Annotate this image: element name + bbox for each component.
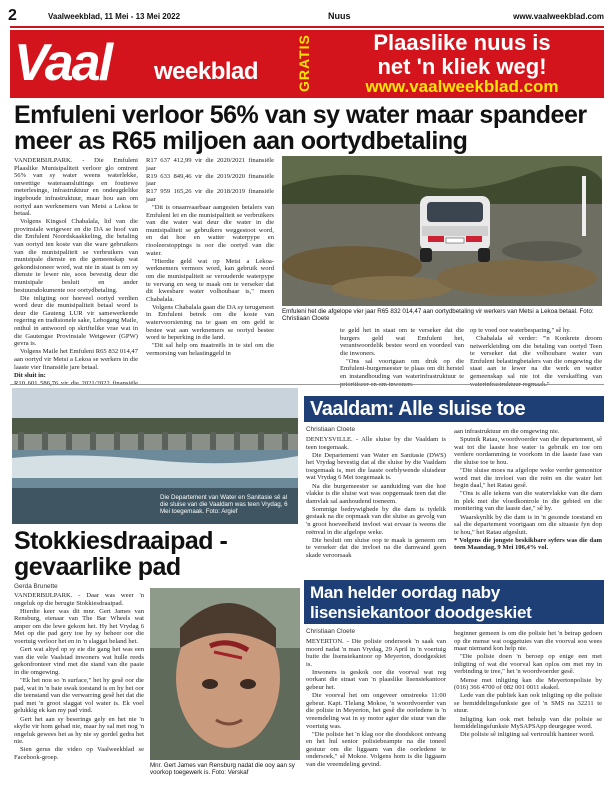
licence-byline: Christiaan Cloete (306, 628, 356, 635)
page-header (8, 7, 604, 25)
dam-para: Sputnik Ratau, woordvoerder van die departement, sê wat tot die laaste hoe water is gebruik en toe om verdere oordamming te voorkom in die laaste fase van die sluise toe te hou. (454, 436, 602, 466)
breakdown-title: Dit sluit in: (14, 371, 46, 379)
injury-photo-caption: Mnr. Gert James van Rensburg nadat die ooy aan sy voorkop toegewerk is. Foto: Verskaf (150, 762, 295, 776)
promo-line-1: Plaaslike nuus is (373, 30, 551, 55)
dam-para: aan infrastruktuur en die omgewing nie. (454, 428, 560, 435)
road-para: Gert het aan sy beserings gely en het nie 'n skyfie vir hom gehad nie, maar hy sal met nog 'n ongeluk gewees het as hy nie sy gordel gedra het nie. (14, 715, 144, 746)
dam-para: Die besluit om sluise oop te maak is geneem om te verseker dat die invloei na die damwand geen skade veroorsaak (306, 536, 446, 559)
road-para: Gert wat altyd op sy eie die gang het was een van die vele Vaalstad inwoners wat hulle reeds gekonfronteer vind met die stand van die paaie in die omgewing. (14, 646, 144, 676)
issue-date: Vaalweekblad, 11 Mei - 13 Mei 2022 (48, 12, 181, 21)
licence-para: Die polisie sê inligting sal vertroulik hanteer word. (460, 731, 595, 739)
licence-headline: Man helder oordag naby lisensiekantoor doodgeskiet (304, 580, 604, 624)
road-byline: Gerda Brunette (14, 583, 58, 590)
licence-para: MEYERTON. - Die polisie ondersoek 'n saak van moord nadat 'n man Vrydag, 29 April in 'n voertuig buite die lisensiekantoor op Meyerton, doodgeskiet is. (306, 638, 446, 668)
licence-story-col-1 (306, 638, 446, 788)
main-para: Die inligting oor hoeveel oortyd verdien word deur die munisipaliteit betaal word is deur die Gauteng LUR vir samewerkende regering en tradisionele sake, Lebogang Maile, onthul in antwoord op skriftelike vrae wat in die Gautengse Provinsiale Wetgewer (GPW) gevra is. (14, 294, 138, 348)
licence-story-col-2 (454, 630, 602, 788)
road-para: Hierdie keer was dit mnr. Gert James van Rensburg, eienaar van The Bar Wheels wat amper om die lewe gekom het. Hy het Vrydag 6 Mei op die pad gery toe hy sy beheer oor die voertuig verloor het en in 'n slaggat beland het. (14, 607, 144, 646)
dam-headline: Vaaldam: Alle sluise toe (304, 396, 604, 422)
main-para: Volgens Chabalala gaan die DA sy terugsmeet in Emfuleni betrek om die koste van watervoorsiening na te gaan en om geld te bestee wat aan werknemers se oortyd bestee word te beperking in die land. (146, 303, 274, 342)
dam-story-col-1 (306, 436, 446, 576)
breakdown-item: R19 633 849,46 vir die 2019/2020 finansiële jaar (146, 172, 274, 188)
breakdown-item: R17 959 165,26 vir die 2018/2019 finansiële jaar (146, 188, 274, 203)
main-para: VANDERBIJLPARK. - Die Emfuleni Plaaslike Munisipaliteit verloor glo omtrent 56% van sy water weens waterlekke, onwettige wateraansluitings en foutiewe meterlesings, infrastruktuur en ondeugdelike ingeboude infrastruktuur, maar hou aan om oortyd aan werknemers van Metsi a Lekoa te betaal. (14, 157, 138, 218)
main-story-col-4 (470, 327, 602, 379)
dam-story-col-2 (454, 428, 602, 576)
breakdown-item: R17 637 412,99 vir die 2020/2021 finansiële jaar (146, 157, 274, 172)
road-headline: Stokkiesdraaipad - gevaarlike pad (14, 527, 228, 581)
section-label: Nuus (328, 11, 351, 21)
licence-para: "Die polisie doen 'n beroep op enige een met inligting of wat die voorval kan oplos om met my in verbinding te tree," het 'n woordvoerder gesê. (454, 653, 602, 676)
main-para: Volgens Kingsol Chabalala, lid van die provinsiale wetgewer en die DA se hoof van die Emfuleni Noordskaakkeling, die betaling van oortyd ten koste van die ware gebruikers van die munisipaliteit se verbruikers van munisipale dienste en die gemeenskap wat gekondisioneer word, wat nie in staat is om sy dienste te lewer nie, soos bevestig deur die munisipale besluit en ander bestuursdokumente oor oortydbetaling. (14, 218, 138, 294)
logo-vaal: Vaal (14, 34, 112, 92)
dam-note: * Volgens die jongste beskikbare syfers was die dam teen Maandag, 9 Mei 106,4% vol. (454, 536, 602, 552)
road-para: Sien gerus die video op Vaalweekblad se Facebook-groep. (14, 746, 144, 761)
dam-para: Waarskynlik by die dam is in 'n gesonde toestand en sal die departement voortgaan om die situasie fyn dop te hou," het Ratau afgesluit. (454, 513, 602, 536)
road-para: VANDERBIJLPARK. - Daar was weer 'n ongeluk op die berugte Stokkiesdraaipad. (14, 592, 144, 607)
main-para: "Dit sal help om maatreëls in te stel om die vermorsing van belastinggeld in (146, 342, 274, 357)
licence-para: "Die polisie het 'n klag oor die doodskoot ontvang en het hul senior polisiebeampte na die toneel gestuur om die liggaam van die oorledene te ondersoek," sê Mokoe. Volgens hom is die liggaam van die vreemdeling gevind. (306, 730, 446, 768)
main-story-col-1 (14, 157, 138, 377)
injury-photo (150, 588, 300, 760)
dam-byline: Christiaan Cloete (306, 426, 356, 433)
main-para: Volgens Maile het Emfuleni R65 832 014,47 aan oortyd vir Metsi a Lekoa se werkers in die laaste vier finansiële jare betaal. (14, 348, 139, 371)
header-rule (10, 26, 604, 28)
licence-para: beginner gemeen is om die polisie het 'n betrap gedoen op die mense wat ooggetuies van die voorval sou wees maar niemand kon help nie. (454, 630, 602, 653)
main-para: op te voed oor waterbesparing," sê hy. (470, 327, 571, 334)
licence-para: Inwoners is geskok oor die voorval wat reg oorkant die straat van 'n plaaslike lisensiekantoor gebeur het. (306, 668, 446, 692)
main-headline: Emfuleni verloor 56% van sy water maar spandeer meer as R65 miljoen aan oortydbetaling (14, 101, 587, 155)
dam-photo-caption: Die Departement van Water en Sanitasie sê al die sluise van die Vaaldam was teen Vrydag, 6 Mei toegemaak. Foto: Argief (160, 494, 288, 515)
licence-para: Lede van die publiek kan ook inligting op die polisie se bemiddelingsfunksie gee of 'n SMS na 32211 te stuur. (454, 692, 602, 715)
main-para: "Dit is onaanvaarbaar aangesien betalers van Emfuleni lei en die munisipaliteit se verbruikers van die water wat deur die water in die munisipaliteit se gebruikers weggestoot word, en dat hoe en watter waterpype en riooleerstoppings is oor die oortyd van die water. (146, 204, 274, 257)
main-para: "Hierdie geld wat op Metsi a Lekoa-werknemers vermors word, kan gebruik word om die munisipaliteit se verouderde waterpype te vervang en weg te maak om te verseker dat dit kwesbare water volhoubaar is," meen Chabalala. (146, 257, 274, 303)
promo-line-2: net 'n kliek weg! (377, 54, 547, 79)
car-pothole-photo (282, 156, 602, 306)
site-url[interactable]: www.vaalweekblad.com (513, 12, 604, 21)
main-photo-caption: Emfuleni het die afgelope vier jaar R65 832 014,47 aan oortydbetaling vir werkers van Metsi a Lekoa betaal. Foto: Christiaan Cloete (282, 308, 594, 322)
promo-url[interactable]: www.vaalweekblad.com (365, 77, 559, 96)
dam-para: DENEYSVILLE. - Alle sluise by die Vaaldam is teen toegemaak. (306, 436, 446, 451)
main-story-col-2 (146, 157, 274, 377)
dam-para: "Die sluise moes na afgelope weke verder gemonitor word met die invloei van die reën en die water het begin daal," het Ratau gesê. (454, 466, 602, 490)
main-para: "Ons sal voortgaan om druk op die Emfuleni-burgemeester te plaas om dit herstel en instandhouding van waterinfrastruktuur te (340, 357, 464, 381)
section-divider (10, 384, 604, 385)
main-story-col-3 (340, 327, 464, 379)
logo-weekblad: weekblad (154, 58, 259, 85)
dam-para: Sommige bedrywighede by die dam is tydelik gestaak na die oopmaak van die sluise as gevolg van 'n groot hoeveelheid invloei wat ervaar is weens die reënval in die afgelope weke. (306, 505, 446, 536)
main-para: te geld het in staat om te verseker dat die burgers geld wat Emfuleni het, verantwoordelik bestee word en voordeel van die inwoners. (340, 327, 464, 357)
page-number: 2 (8, 7, 17, 24)
main-para: Chabalala sê verder: "'n Konkrete droom netwerkleiding om die betaling van oortyd Teen te verseker dat die volhoubare water van Emfuleni belastingbetalers van die omgewing die staat aan te lewer na die werk en watter gemeenskap sal nie tot die verskaffing van (470, 335, 602, 381)
licence-para: Mense met inligting kan die Meyertonpolisie by (016) 366 4700 of 082 001 0011 skakel. (454, 676, 602, 692)
dam-para: "Ons is alle tekens van die watervlakke van die dam in plek met die vloedkontrole in die gebied en die monitering van die laaste dae," sê hy. (454, 490, 602, 513)
road-story-col (14, 592, 144, 788)
licence-para: Inligting kan ook met behulp van die polisie se bemiddelingsfunksie MySAPSApp deurgegee word. (454, 715, 602, 731)
gratis-label: GRATIS (296, 34, 312, 92)
licence-para: Die voorval het om ongeveer omstreeks 11:00 gebeur. Kapt. Tlelang Mokoe, 'n woordvoerder van die polisie in Meyerton, het gesê die oorledene is 'n vreemdeling wat in sy motor agter die stuur van die voertuig was. (306, 692, 446, 730)
road-para: "Ek het nou so 'n surface," het hy gesê oor die pad, wat in 'n baie swak toestand is en hy het oor die teenstand van die verwarring gesê het dat die pad met 'n groot slaggat vol water is. Ek voel gelukkig ek kan my pad vind. (14, 677, 144, 715)
dam-para: Die Departement van Water en Sanitasie (DWS) het Vrydag bevestig dat al die sluise by die Vaaldam toegemaak is, met die laaste oorblywende sluisdeur wat Vrydag 6 Mei toegemaak is. (306, 451, 446, 482)
dam-para: Na die burgemeester se aanduiding van die hoë vlakke is die sluise wat was oopgemaak teen dat die damvlak sal aanhoudend toeneem. (306, 482, 446, 505)
